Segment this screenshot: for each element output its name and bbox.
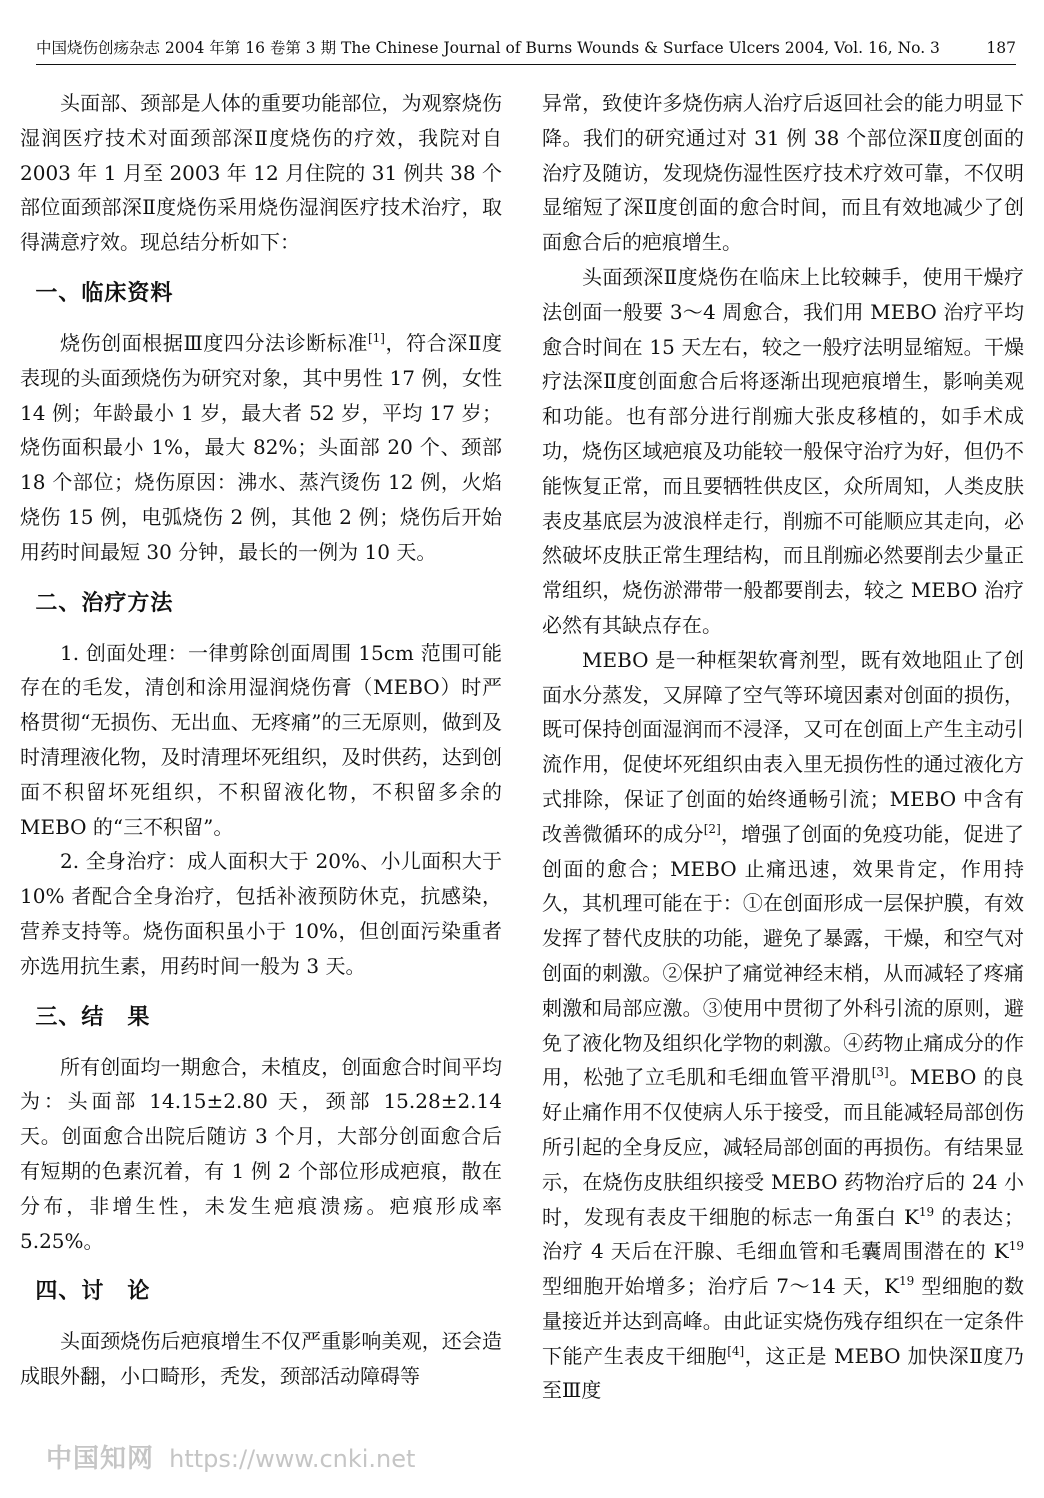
clinical-text-b: ，符合深Ⅱ度表现的头面颈烧伤为研究对象，其中男性 17 例，女性 14 例；年龄最小 1 岁，最大者 52 岁，平均 17 岁；烧伤面积最小 1%，最大 82%；头面部 20 个、颈部 18 个部位；烧伤原因：沸水、蒸汽烫伤 12 例，火焰烧伤 15 例，电弧烧伤 2 例，其他 2 例；烧伤后开始用药时间最短 30 分钟，最长的一例为 10 天。 [20, 330, 502, 564]
cnki-url: https://www.cnki.net [169, 1445, 416, 1473]
mebo-text-d: 的表达；治疗 4 天后在汗腺、毛细血管和毛囊周围潜在的 K [542, 1204, 1024, 1264]
discussion-continued: 异常，致使许多烧伤病人治疗后返回社会的能力明显下降。我们的研究通过对 31 例 38 个部位深Ⅱ度创面的治疗及随访，发现烧伤湿性医疗技术疗效可靠，不仅明显缩短了深Ⅱ度创面的愈合时间，而且有效地减少了创面愈合后的疤痕增生。 [542, 91, 1024, 255]
page-number: 187 [986, 39, 1016, 57]
section-title-treatment: 二、治疗方法 [35, 590, 174, 616]
discussion-paragraph-3 [542, 643, 1024, 1409]
k19-superscript: 19 [918, 1204, 935, 1219]
mebo-text-a: MEBO 是一种框架软膏剂型，既有效地阻止了创面水分蒸发，又屏障了空气等环境因素对创面的损伤，既可保持创面湿润而不浸泽，又可在创面上产生主动引流作用，促使坏死组织由表入里无损伤性的通过液化方式排除，保证了创面的始终通畅引流；MEBO 中含有改善微循环的成分 [542, 647, 1024, 846]
clinical-text-a: 烧伤创面根据Ⅲ度四分法诊断标准 [60, 330, 368, 355]
mebo-text-c: 。MEBO 的良好止痛作用不仅使病人乐于接受，而且能减轻局部创伤所引起的全身反应，减轻局部创面的再损伤。有结果显示，在烧伤皮肤组织接受 MEBO 药物治疗后的 24 小时，发现有表皮干细胞的标志一角蛋白 K [542, 1065, 1025, 1229]
right-column [542, 86, 1024, 1408]
journal-citation: 中国烧伤创疡杂志 2004 年第 16 卷第 3 期 The Chinese Journal of Burns Wounds & Surface Ulcers 2004, Vol. 16, No. 3 [36, 39, 940, 57]
clinical-data-paragraph [20, 326, 502, 570]
intro-paragraph: 头面部、颈部是人体的重要功能部位，为观察烧伤湿润医疗技术对面颈部深Ⅱ度烧伤的疗效，我院对自 2003 年 1 月至 2003 年 12 月住院的 31 例共 38 个部位面颈部深Ⅱ度烧伤采用烧伤湿润医疗技术治疗，取得满意疗效。现总结分析如下： [20, 91, 502, 255]
reference-2[interactable]: [2] [703, 821, 721, 836]
k19-superscript: 19 [899, 1274, 915, 1289]
cnki-watermark [46, 1438, 415, 1478]
results-paragraph: 所有创面均一期愈合，未植皮，创面愈合时间平均为：头面部 14.15±2.80 天，颈部 15.28±2.14 天。创面愈合出院后随访 3 个月，大部分创面愈合后有短期的色素沉着，有 1 例 2 个部位形成疤痕，散在分布，非增生性，未发生疤痕溃疡。疤痕形成率 5.25%。 [20, 1054, 502, 1253]
section-title-clinical-data: 一、临床资料 [35, 280, 174, 306]
mebo-text-e: 型细胞开始增多；治疗后 7～14 天，K [542, 1274, 900, 1299]
discussion-paragraph-2: 头面颈深Ⅱ度烧伤在临床上比较棘手，使用干燥疗法创面一般要 3～4 周愈合，我们用 MEBO 治疗平均愈合时间在 15 天左右，较之一般疗法明显缩短。干燥疗法深Ⅱ度创面愈合后将逐渐出现疤痕增生，影响美观和功能。也有部分进行削痂大张皮移植的，如手术成功，烧伤区域疤痕及功能较一般保守治疗为好，但仍不能恢复正常，而且要牺牲供皮区，众所周知，人类皮肤表皮基底层为波浪样走行，削痂不可能顺应其走向，必然破坏皮肤正常生理结构，而且削痂必然要削去少量正常组织，烧伤淤滞带一般都要削去，较之 MEBO 治疗必然有其缺点存在。 [542, 264, 1024, 637]
treatment-paragraph-1: 1. 创面处理：一律剪除创面周围 15cm 范围可能存在的毛发，清创和涂用湿润烧伤膏（MEBO）时严格贯彻“无损伤、无出血、无疼痛”的三无原则，做到及时清理液化物，及时清理坏死组织，及时供药，达到创面不积留坏死组织，不积留液化物，不积留多余的 MEBO 的“三不积留”。 [20, 640, 502, 839]
mebo-text-f: 型细胞的数量接近并达到高峰。由此证实烧伤残存组织在一定条件下能产生表皮干细胞 [542, 1274, 1024, 1368]
reference-4[interactable]: [4] [727, 1343, 745, 1358]
cnki-logo: 中国知网 [46, 1444, 155, 1474]
mebo-text-g: ，这正是 MEBO 加快深Ⅱ度乃至Ⅲ度 [542, 1343, 1024, 1403]
discussion-paragraph-start: 头面颈烧伤后疤痕增生不仅严重影响美观，还会造成眼外翻，小口畸形，秃发，颈部活动障碍等 [20, 1329, 502, 1389]
treatment-paragraph-2: 2. 全身治疗：成人面积大于 20%、小儿面积大于 10% 者配合全身治疗，包括补液预防休克，抗感染，营养支持等。烧伤面积虽小于 10%，但创面污染重者亦选用抗生素，用药时间一般为 3 天。 [20, 849, 502, 978]
section-title-results: 三、结 果 [35, 1004, 151, 1030]
k19-superscript: 19 [1008, 1239, 1024, 1254]
mebo-text-b: ，增强了创面的免疫功能，促进了创面的愈合；MEBO 止痛迅速，效果肯定，作用持久，其机理可能在于：①在创面形成一层保护膜，有效发挥了替代皮肤的功能，避免了暴露，干燥，和空气对创面的刺激。②保护了痛觉神经末梢，从而减轻了疼痛刺激和局部应激。③使用中贯彻了外科引流的原则，避免了液化物及组织化学物的刺激。④药物止痛成分的作用，松弛了立毛肌和毛细血管平滑肌 [542, 821, 1025, 1090]
left-column [20, 86, 502, 1394]
section-title-discussion: 四、讨 论 [35, 1279, 151, 1305]
reference-3[interactable]: [3] [871, 1065, 889, 1080]
reference-1[interactable]: [1] [367, 330, 385, 345]
running-header [36, 36, 1016, 60]
header-rule [36, 64, 1016, 65]
